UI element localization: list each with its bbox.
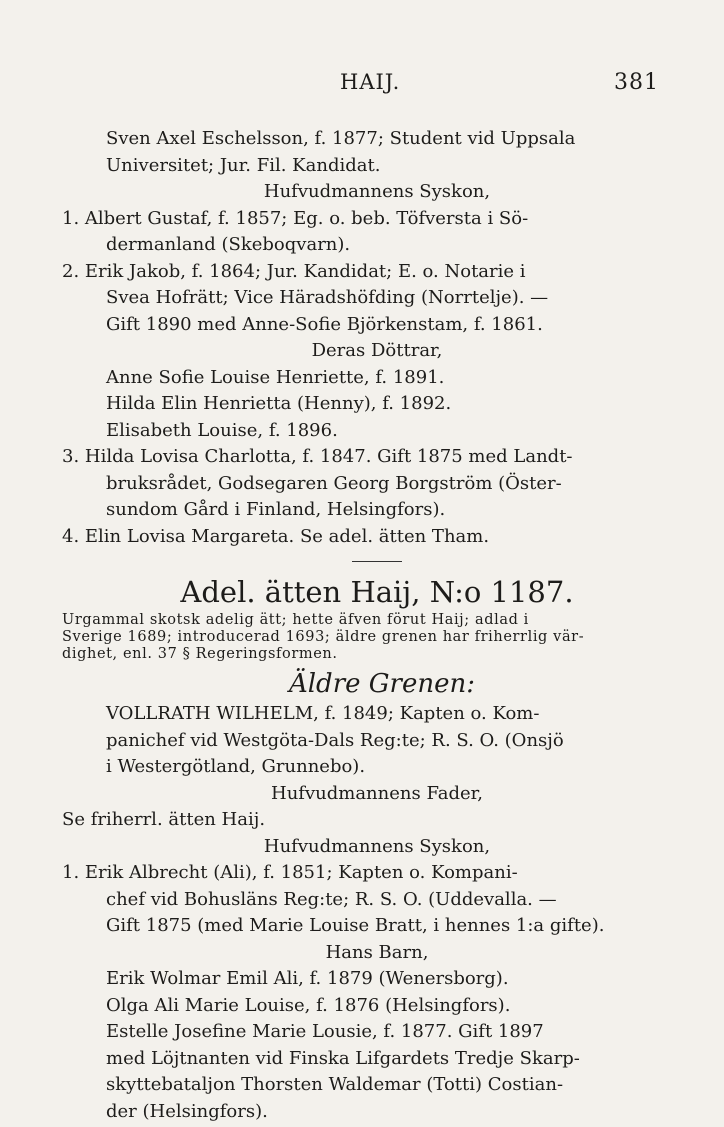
head-of-family-cont2: i Westergötland, Grunnebo). bbox=[106, 756, 366, 777]
section-heading-adel-atten-haij: Adel. ätten Haij, N:o 1187. bbox=[180, 575, 574, 609]
entry-albert-gustaf-cont: dermanland (Skeboqvarn). bbox=[106, 234, 351, 255]
entry-hilda-lovisa-cont: bruksrådet, Godsegaren Georg Borgström (Öster- bbox=[106, 472, 562, 494]
daughter-anne-sofie: Anne Sofie Louise Henriette, f. 1891. bbox=[106, 366, 445, 388]
running-title: HAIJ. bbox=[340, 70, 401, 94]
entry-erik-albrecht-marriage: Gift 1875 (med Marie Louise Bratt, i hennes 1:a gifte). bbox=[106, 915, 605, 936]
entry-erik-jakob: 2. Erik Jakob, f. 1864; Jur. Kandidat; E. o. Notarie i bbox=[62, 260, 526, 282]
entry-elin-lovisa: 4. Elin Lovisa Margareta. Se adel. ätten Tham. bbox=[62, 525, 490, 547]
cross-reference-friherrl: Se friherrl. ätten Haij. bbox=[62, 809, 266, 830]
entry-erik-jakob-cont: Svea Hofrätt; Vice Häradshöfding (Norrtelje). — bbox=[106, 287, 549, 308]
subheading-syskon: Hufvudmannens Syskon, bbox=[263, 181, 491, 202]
daughter-elisabeth: Elisabeth Louise, f. 1896. bbox=[106, 419, 338, 441]
description-line: Sverige 1689; introducerad 1693; äldre grenen har friherrlig vär- bbox=[62, 629, 585, 645]
entry-erik-jakob-marriage: Gift 1890 med Anne-Sofie Björkenstam, f. 1861. bbox=[106, 313, 543, 335]
entry-sven-axel-cont: Universitet; Jur. Fil. Kandidat. bbox=[106, 154, 381, 176]
family-description bbox=[62, 612, 652, 663]
entry-hilda-lovisa-cont2: sundom Gård i Finland, Helsingfors). bbox=[106, 499, 446, 520]
subheading-hans-barn: Hans Barn, bbox=[325, 941, 429, 963]
child-estelle-cont2: skyttebataljon Thorsten Waldemar (Totti) Costian- bbox=[106, 1074, 564, 1095]
page-number: 381 bbox=[614, 70, 659, 95]
daughter-hilda-elin: Hilda Elin Henrietta (Henny), f. 1892. bbox=[106, 393, 452, 414]
child-erik-wolmar: Erik Wolmar Emil Ali, f. 1879 (Wenersborg). bbox=[106, 968, 509, 989]
branch-heading-aldre-grenen: Äldre Grenen: bbox=[288, 669, 476, 699]
subheading-dottrar: Deras Döttrar, bbox=[311, 340, 443, 361]
page-body bbox=[62, 126, 652, 1125]
section-divider bbox=[352, 561, 402, 562]
subheading-fader: Hufvudmannens Fader, bbox=[271, 782, 483, 804]
child-estelle-cont: med Löjtnanten vid Finska Lifgardets Tredje Skarp- bbox=[106, 1047, 580, 1069]
entry-erik-albrecht-cont: chef vid Bohusläns Reg:te; R. S. O. (Uddevalla. — bbox=[106, 888, 557, 910]
head-of-family-vollrath: VOLLRATH WILHELM, f. 1849; Kapten o. Kom- bbox=[106, 703, 540, 724]
entry-sven-axel: Sven Axel Eschelsson, f. 1877; Student vid Uppsala bbox=[106, 128, 576, 149]
entry-albert-gustaf: 1. Albert Gustaf, f. 1857; Eg. o. beb. Töfversta i Sö- bbox=[62, 207, 529, 229]
subheading-syskon-2: Hufvudmannens Syskon, bbox=[263, 835, 491, 857]
child-estelle-cont3: der (Helsingfors). bbox=[106, 1100, 268, 1122]
page-header bbox=[0, 70, 724, 104]
entry-hilda-lovisa: 3. Hilda Lovisa Charlotta, f. 1847. Gift 1875 med Landt- bbox=[62, 446, 573, 467]
description-line: dighet, enl. 37 § Regeringsformen. bbox=[62, 646, 338, 662]
child-estelle: Estelle Josefine Marie Lousie, f. 1877. Gift 1897 bbox=[106, 1021, 544, 1042]
entry-erik-albrecht: 1. Erik Albrecht (Ali), f. 1851; Kapten o. Kompani- bbox=[62, 862, 518, 883]
head-of-family-cont: panichef vid Westgöta-Dals Reg:te; R. S. O. (Onsjö bbox=[106, 729, 564, 751]
child-olga-ali: Olga Ali Marie Louise, f. 1876 (Helsingfors). bbox=[106, 994, 511, 1016]
description-line: Urgammal skotsk adelig ätt; hette äfven förut Haij; adlad i bbox=[62, 612, 529, 628]
